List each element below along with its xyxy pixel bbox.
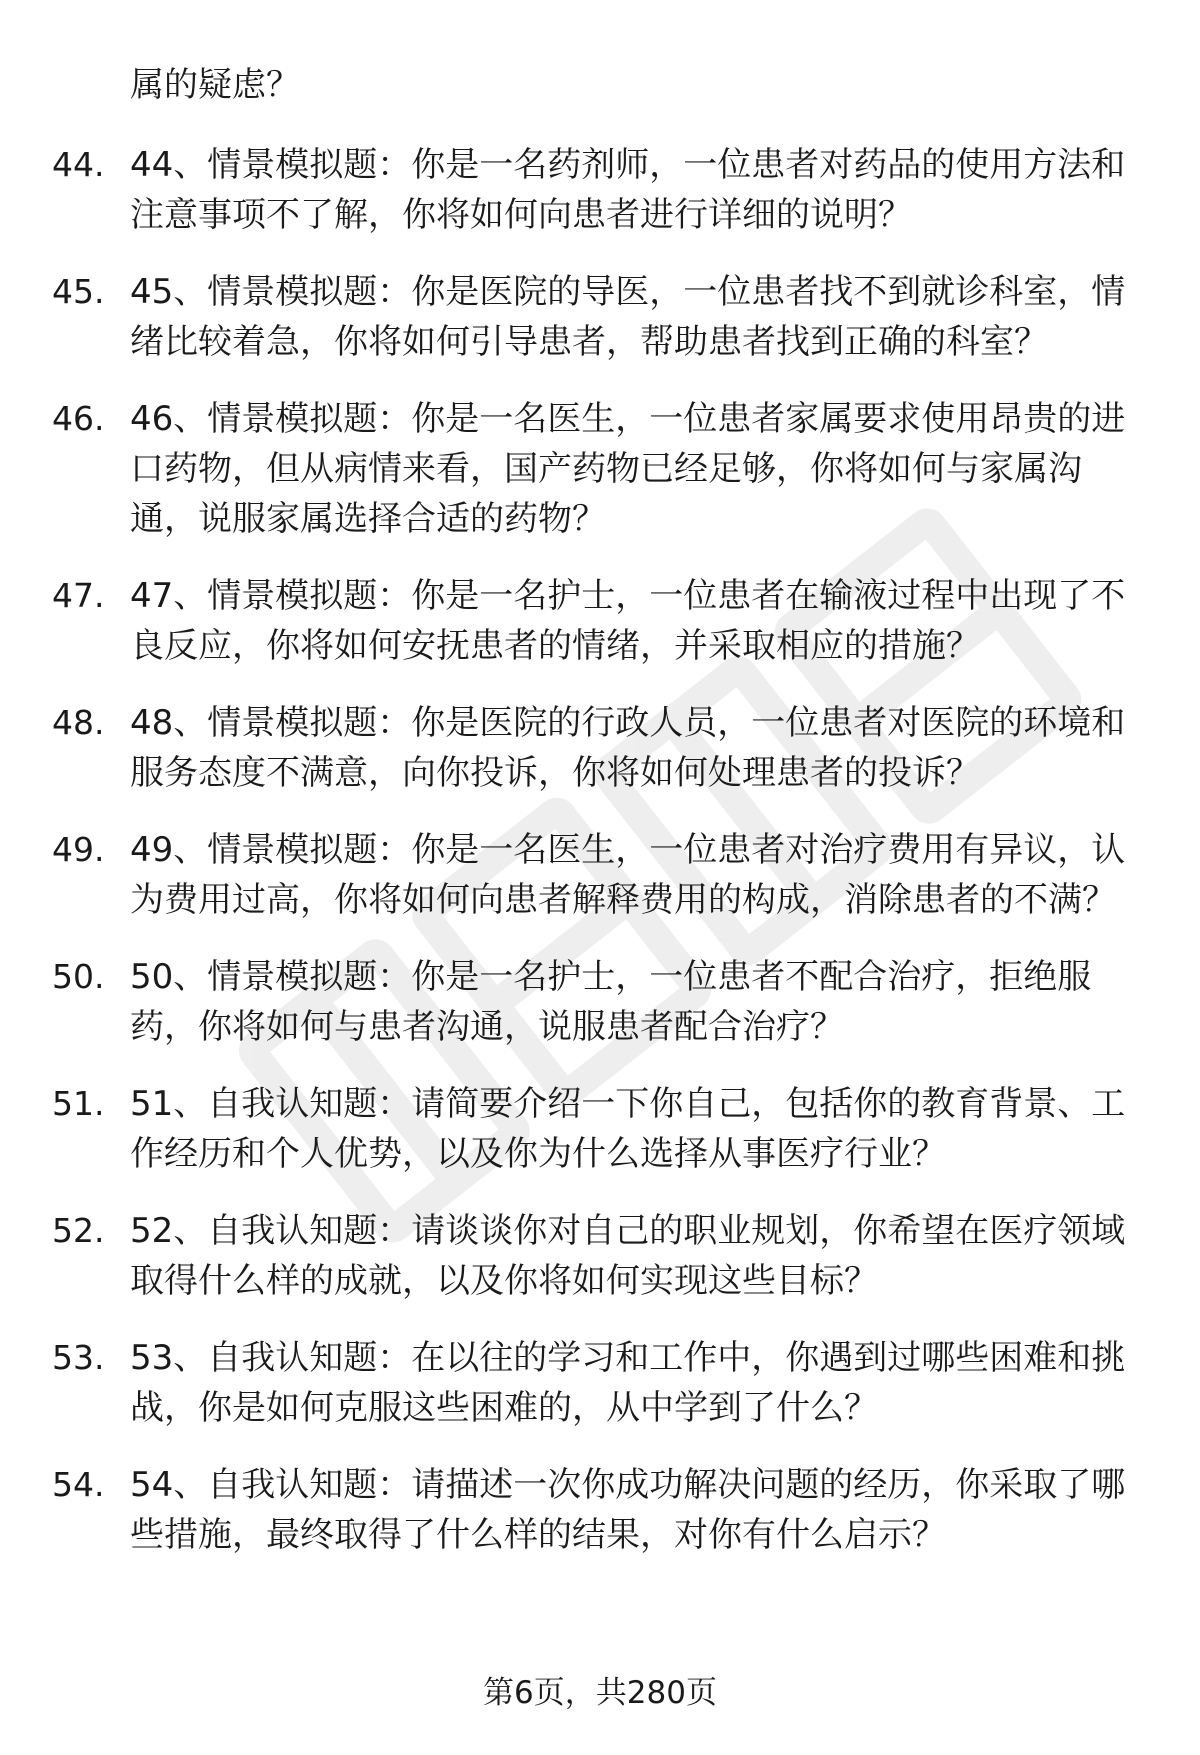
- item-text: 49、情景模拟题：你是一名医生，一位患者对治疗费用有异议，认为费用过高，你将如何向患者解释费用的构成，消除患者的不满？: [130, 830, 1126, 920]
- list-item: [0, 952, 1200, 1052]
- continuation-text: 属的疑虑？: [130, 65, 300, 105]
- list-item: [0, 1333, 1200, 1433]
- item-text: 48、情景模拟题：你是医院的行政人员，一位患者对医院的环境和服务态度不满意，向你投诉，你将如何处理患者的投诉？: [130, 703, 1126, 793]
- item-number: 46.: [52, 399, 105, 438]
- list-item: [0, 394, 1200, 544]
- item-number: 47.: [52, 576, 105, 615]
- item-text: 47、情景模拟题：你是一名护士，一位患者在输液过程中出现了不良反应，你将如何安抚患者的情绪，并采取相应的措施？: [130, 576, 1126, 666]
- list-item: [0, 1206, 1200, 1306]
- item-number: 51.: [52, 1084, 105, 1123]
- list-item: [0, 698, 1200, 798]
- item-text: 46、情景模拟题：你是一名医生，一位患者家属要求使用昂贵的进口药物，但从病情来看，国产药物已经足够，你将如何与家属沟通，说服家属选择合适的药物？: [130, 399, 1126, 539]
- page-footer: 第6页，共280页: [483, 1675, 717, 1711]
- item-text: 53、自我认知题：在以往的学习和工作中，你遇到过哪些困难和挑战，你是如何克服这些困难的，从中学到了什么？: [130, 1338, 1126, 1428]
- item-number: 45.: [52, 272, 105, 311]
- item-number: 54.: [52, 1465, 105, 1504]
- item-number: 53.: [52, 1338, 105, 1377]
- item-number: 44.: [52, 145, 105, 184]
- list-item: [0, 140, 1200, 240]
- item-text: 54、自我认知题：请描述一次你成功解决问题的经历，你采取了哪些措施，最终取得了什么样的结果，对你有什么启示？: [130, 1465, 1126, 1555]
- continuation-line: [0, 60, 1200, 110]
- item-text: 45、情景模拟题：你是医院的导医，一位患者找不到就诊科室，情绪比较着急，你将如何引导患者，帮助患者找到正确的科室？: [130, 272, 1126, 362]
- item-number: 49.: [52, 830, 105, 869]
- list-item: [0, 825, 1200, 925]
- item-text: 52、自我认知题：请谈谈你对自己的职业规划，你希望在医疗领域取得什么样的成就，以及你将如何实现这些目标？: [130, 1211, 1126, 1301]
- list-item: [0, 267, 1200, 367]
- item-text: 44、情景模拟题：你是一名药剂师，一位患者对药品的使用方法和注意事项不了解，你将如何向患者进行详细的说明？: [130, 145, 1126, 235]
- list-item: [0, 1460, 1200, 1560]
- item-number: 48.: [52, 703, 105, 742]
- item-number: 50.: [52, 957, 105, 996]
- item-text: 50、情景模拟题：你是一名护士，一位患者不配合治疗，拒绝服药，你将如何与患者沟通，说服患者配合治疗？: [130, 957, 1092, 1047]
- item-text: 51、自我认知题：请简要介绍一下你自己，包括你的教育背景、工作经历和个人优势，以及你为什么选择从事医疗行业？: [130, 1084, 1126, 1174]
- list-item: [0, 1079, 1200, 1179]
- item-number: 52.: [52, 1211, 105, 1250]
- question-list: [0, 60, 1200, 1587]
- list-item: [0, 571, 1200, 671]
